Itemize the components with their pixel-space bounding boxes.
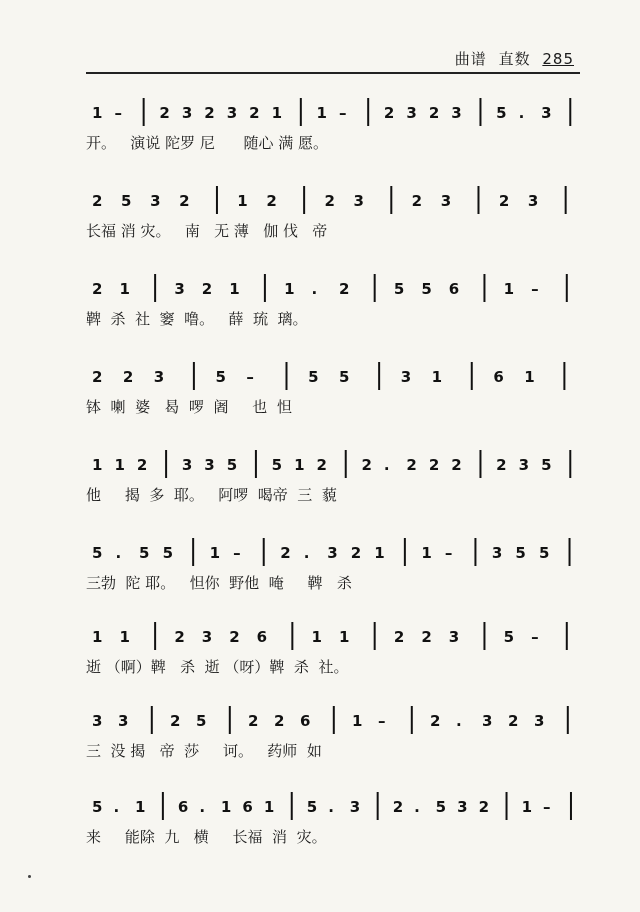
- note-token: .: [518, 104, 525, 122]
- note-token: 2: [92, 280, 103, 298]
- note-token: 3: [457, 798, 468, 816]
- notation-line: [86, 268, 580, 308]
- note-token: 1: [421, 544, 432, 562]
- notation-line: [86, 700, 580, 740]
- note-token: 5: [339, 368, 350, 386]
- note-token: 2: [393, 628, 405, 646]
- note-token: 5: [92, 798, 103, 816]
- note-token: 5: [215, 368, 226, 386]
- note-token: 2: [392, 798, 404, 816]
- note-token: 3: [482, 712, 493, 730]
- note-token: 1: [374, 544, 385, 562]
- note-token: 3: [327, 544, 338, 562]
- note-token: 3: [491, 544, 503, 562]
- note-token: 2: [383, 104, 395, 122]
- note-token: 5: [308, 368, 319, 386]
- note-token: 3: [201, 628, 213, 646]
- score-system: [86, 356, 580, 436]
- note-token: 2: [179, 192, 190, 210]
- note-token: 2: [316, 456, 327, 474]
- notation-line: [86, 444, 580, 484]
- note-token: 1: [431, 368, 443, 386]
- note-token: 5: [435, 798, 447, 816]
- note-token: 3: [518, 456, 530, 474]
- note-token: 2: [411, 192, 423, 210]
- note-token: 2: [498, 192, 510, 210]
- lyric-line: 他 揭 多 耶。 阿啰 喝帝 三 藐: [86, 486, 337, 504]
- note-token: 3: [440, 192, 452, 210]
- note-token: –: [378, 712, 386, 730]
- note-token: 2: [339, 280, 350, 298]
- note-token: 6: [242, 798, 253, 816]
- note-token: 3: [406, 104, 417, 122]
- note-token: 1: [521, 798, 533, 816]
- note-token: 3: [448, 628, 460, 646]
- note-token: 2: [229, 628, 240, 646]
- lyric-line: 三勃 陀 耶。 怛你 野他 唵 鞞 杀: [86, 574, 352, 592]
- note-token: .: [199, 798, 206, 816]
- note-token: 1: [92, 456, 103, 474]
- note-token: 3: [153, 368, 165, 386]
- note-token: 2: [280, 544, 291, 562]
- note-token: 2: [248, 712, 259, 730]
- note-token: 3: [204, 456, 215, 474]
- lyric-line: 三 没 揭 帝 莎 诃。 药师 如: [86, 742, 322, 760]
- note-token: .: [328, 798, 334, 816]
- note-token: 1: [119, 628, 130, 646]
- notation-line: [86, 92, 580, 132]
- note-token: 1: [209, 544, 221, 562]
- note-token: 3: [174, 280, 185, 298]
- page-number: 285: [542, 50, 574, 68]
- note-token: –: [444, 544, 453, 562]
- notation-line: [86, 180, 580, 220]
- notation-line: [86, 616, 580, 656]
- note-token: 2: [451, 456, 462, 474]
- note-token: 1: [524, 368, 535, 386]
- score-system: [86, 180, 580, 260]
- note-token: 5: [306, 798, 318, 816]
- note-token: 5: [162, 544, 174, 562]
- note-token: 2: [508, 712, 519, 730]
- note-token: 1: [220, 798, 232, 816]
- note-token: 5: [421, 280, 432, 298]
- score-system: [86, 786, 580, 866]
- score-system: [86, 616, 580, 696]
- score-system: [86, 700, 580, 780]
- note-token: 1: [263, 798, 275, 816]
- note-token: 6: [256, 628, 268, 646]
- note-token: 2: [201, 280, 213, 298]
- note-token: 1: [134, 798, 146, 816]
- note-token: 1: [503, 280, 515, 298]
- lyric-line: 钵 喇 婆 曷 啰 阇 也 怛: [86, 398, 292, 416]
- note-token: 2: [496, 456, 507, 474]
- note-token: 1: [294, 456, 305, 474]
- note-token: .: [383, 456, 390, 474]
- note-token: 2: [406, 456, 417, 474]
- note-token: 2: [361, 456, 372, 474]
- note-token: .: [115, 544, 122, 562]
- note-token: 6: [448, 280, 460, 298]
- stray-mark: [28, 875, 31, 878]
- lyric-line: 逝 （啊）鞞 杀 逝 （呀）鞞 杀 社。: [86, 658, 349, 676]
- note-token: 2: [159, 104, 170, 122]
- note-token: 3: [400, 368, 412, 386]
- note-token: 2: [428, 104, 440, 122]
- note-token: 1: [119, 280, 130, 298]
- note-token: 2: [92, 192, 103, 210]
- note-token: 5: [121, 192, 132, 210]
- note-token: 1: [284, 280, 295, 298]
- note-token: 1: [92, 628, 103, 646]
- note-token: .: [456, 712, 462, 730]
- note-token: –: [246, 368, 254, 386]
- note-token: 5: [271, 456, 283, 474]
- note-token: 3: [150, 192, 161, 210]
- lyric-line: 长福 消 灾。 南 无 薄 伽 伐 帝: [86, 222, 328, 240]
- score-system: [86, 532, 580, 612]
- lyric-line: 开。 演说 陀罗 尼 随心 满 愿。: [86, 134, 328, 152]
- score-system: [86, 92, 580, 172]
- header-section: 直数: [498, 50, 531, 68]
- note-token: –: [543, 798, 551, 816]
- score-system: [86, 268, 580, 348]
- note-token: 1: [352, 712, 363, 730]
- note-token: –: [114, 104, 122, 122]
- note-token: 3: [541, 104, 552, 122]
- note-token: 2: [92, 368, 103, 386]
- note-token: 3: [527, 192, 539, 210]
- lyric-line: 鞞 杀 社 窭 噜。 薛 琉 璃。: [86, 310, 308, 328]
- note-token: 5: [515, 544, 526, 562]
- note-token: 5: [226, 456, 238, 474]
- note-token: 3: [451, 104, 462, 122]
- note-token: 2: [350, 544, 362, 562]
- note-token: .: [414, 798, 420, 816]
- note-token: 2: [122, 368, 134, 386]
- note-token: 1: [92, 104, 103, 122]
- score-system: [86, 444, 580, 524]
- note-token: 2: [430, 712, 441, 730]
- note-token: .: [113, 798, 120, 816]
- note-token: .: [303, 544, 310, 562]
- note-token: 3: [534, 712, 545, 730]
- note-token: 6: [493, 368, 504, 386]
- notation-line: [86, 786, 580, 826]
- note-token: 2: [249, 104, 260, 122]
- note-token: 1: [271, 104, 283, 122]
- note-token: 2: [274, 712, 285, 730]
- note-token: 3: [349, 798, 361, 816]
- note-token: –: [531, 280, 539, 298]
- note-token: 6: [177, 798, 189, 816]
- notation-line: [86, 356, 580, 396]
- note-token: 3: [353, 192, 364, 210]
- note-token: 3: [92, 712, 103, 730]
- note-token: 5: [541, 456, 552, 474]
- lyric-line: 来 能除 九 横 长福 消 灾。: [86, 828, 327, 846]
- note-token: 1: [339, 628, 350, 646]
- note-token: 1: [316, 104, 327, 122]
- note-token: 5: [393, 280, 405, 298]
- note-token: 6: [300, 712, 311, 730]
- note-token: 2: [174, 628, 185, 646]
- note-token: 2: [204, 104, 215, 122]
- note-token: 5: [503, 628, 515, 646]
- note-token: 1: [237, 192, 248, 210]
- note-token: 2: [428, 456, 440, 474]
- note-token: 1: [229, 280, 240, 298]
- note-token: 3: [118, 712, 129, 730]
- note-token: 2: [324, 192, 335, 210]
- note-token: 2: [478, 798, 490, 816]
- note-token: 5: [139, 544, 150, 562]
- note-token: 2: [136, 456, 148, 474]
- note-token: 2: [266, 192, 277, 210]
- header-title: 曲谱: [454, 50, 487, 68]
- note-token: 5: [92, 544, 103, 562]
- note-token: 5: [538, 544, 550, 562]
- note-token: 2: [421, 628, 432, 646]
- note-token: 2: [170, 712, 181, 730]
- note-token: 3: [181, 456, 193, 474]
- note-token: 1: [311, 628, 322, 646]
- note-token: –: [339, 104, 347, 122]
- notation-line: [86, 532, 580, 572]
- note-token: 1: [114, 456, 125, 474]
- note-token: –: [233, 544, 241, 562]
- note-token: 5: [196, 712, 207, 730]
- note-token: 3: [226, 104, 238, 122]
- note-token: 3: [181, 104, 193, 122]
- note-token: –: [531, 628, 539, 646]
- note-token: .: [311, 280, 318, 298]
- note-token: 5: [496, 104, 507, 122]
